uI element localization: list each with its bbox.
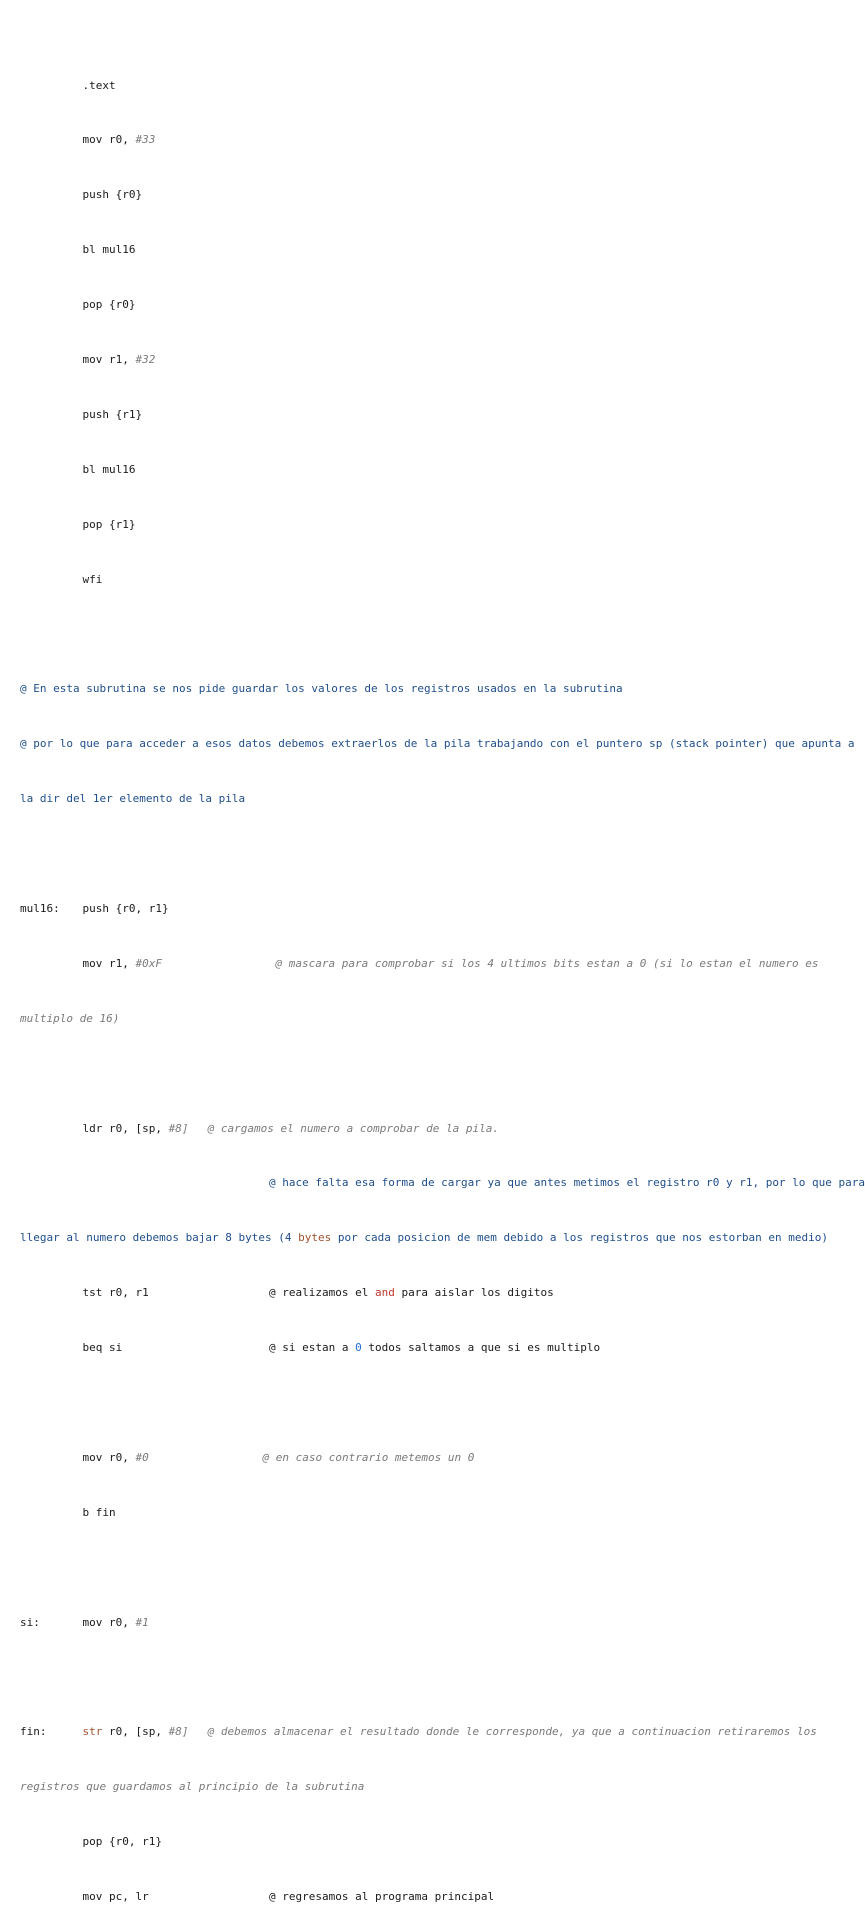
immediate-value: #32 <box>135 353 156 367</box>
comment: @ realizamos el <box>269 1286 375 1300</box>
code-line <box>20 1614 848 1632</box>
instruction: push {r1} <box>82 407 143 421</box>
code-line <box>20 241 848 259</box>
instruction: pop {r1} <box>82 517 136 531</box>
instruction: ldr r0, [sp, <box>82 1121 169 1135</box>
code-line <box>20 351 848 369</box>
code-line <box>20 955 848 973</box>
code-line <box>20 296 848 314</box>
comment: @ regresamos al programa principal <box>269 1889 495 1903</box>
comment-line <box>20 680 848 698</box>
instruction: mov pc, lr <box>82 1889 149 1903</box>
comment: @ cargamos el numero a comprobar de la pila. <box>207 1121 499 1135</box>
immediate-value: #0xF <box>135 956 162 970</box>
comment: por cada posicion de mem debido a los registros que nos estorban en medio) <box>331 1231 828 1245</box>
instruction: mov r1, <box>82 956 136 970</box>
code-line <box>20 1339 848 1357</box>
instruction: mov r0, <box>82 133 136 147</box>
code-line <box>20 571 848 589</box>
instruction: b fin <box>82 1505 116 1519</box>
instruction: pop {r0} <box>82 298 136 312</box>
instruction: wfi <box>82 572 103 586</box>
code-line <box>20 1723 848 1741</box>
instruction: push {r0, r1} <box>82 901 169 915</box>
directive-text: .text <box>82 78 116 92</box>
comment: multiplo de 16) <box>20 1011 120 1025</box>
comment: @ debemos almacenar el resultado donde le corresponde, ya que a continuacion retiraremos los <box>207 1725 817 1739</box>
immediate-value: #8] <box>168 1121 189 1135</box>
code-line <box>20 1120 848 1138</box>
comment: @ hace falta esa forma de cargar ya que antes metimos el registro r0 y r1, por lo que para <box>269 1176 865 1190</box>
code-line <box>20 1449 848 1467</box>
keyword-highlight: str <box>82 1725 103 1739</box>
comment-line <box>20 1174 865 1192</box>
immediate-value: #33 <box>135 133 156 147</box>
code-line <box>20 1778 848 1796</box>
code-line <box>20 1010 848 1028</box>
instruction: tst r0, r1 <box>82 1286 149 1300</box>
instruction: r0, [sp, <box>102 1725 169 1739</box>
code-line <box>20 461 848 479</box>
code-line <box>20 1284 848 1302</box>
code-line <box>20 77 848 95</box>
comment: @ en caso contrario metemos un 0 <box>262 1450 475 1464</box>
label-fin: fin: <box>20 1725 47 1739</box>
comment: @ mascara para comprobar si los 4 ultimos bits estan a 0 (si lo estan el numero es <box>275 956 819 970</box>
comment: para aislar los digitos <box>394 1286 554 1300</box>
comment: registros que guardamos al principio de la subrutina <box>20 1780 365 1794</box>
comment: @ por lo que para acceder a esos datos debemos extraerlos de la pila trabajando con el puntero sp (stack pointer) que apunta a <box>20 737 855 751</box>
code-line <box>20 131 848 149</box>
immediate-value: #8] <box>168 1725 189 1739</box>
instruction: bl mul16 <box>82 243 136 257</box>
comment-line <box>20 790 848 808</box>
comment-line <box>20 1229 848 1247</box>
instruction: pop {r0, r1} <box>82 1835 162 1849</box>
comment: @ si estan a <box>269 1341 356 1355</box>
instruction: beq si <box>82 1341 123 1355</box>
comment: la dir del 1er elemento de la pila <box>20 792 246 806</box>
label-si: si: <box>20 1615 40 1629</box>
code-line <box>20 406 848 424</box>
instruction: mov r1, <box>82 353 136 367</box>
instruction: mov r0, <box>82 1615 136 1629</box>
number-highlight: 0 <box>355 1341 362 1355</box>
instruction: mov r0, <box>82 1450 136 1464</box>
instruction: push {r0} <box>82 188 143 202</box>
comment: llegar al numero debemos bajar 8 bytes (4 <box>20 1231 299 1245</box>
code-listing <box>20 40 865 1925</box>
comment-line <box>20 735 855 753</box>
code-line <box>20 900 848 918</box>
code-line <box>20 1888 848 1906</box>
label-mul16: mul16: <box>20 901 60 915</box>
comment: todos saltamos a que si es multiplo <box>361 1341 601 1355</box>
immediate-value: #1 <box>135 1615 149 1629</box>
code-line <box>20 1833 848 1851</box>
code-line <box>20 186 848 204</box>
keyword-highlight: and <box>374 1286 395 1300</box>
immediate-value: #0 <box>135 1450 149 1464</box>
instruction: bl mul16 <box>82 462 136 476</box>
code-line <box>20 516 848 534</box>
keyword-highlight: bytes <box>298 1231 332 1245</box>
comment: @ En esta subrutina se nos pide guardar los valores de los registros usados en la subrutina <box>20 682 623 696</box>
code-line <box>20 1504 848 1522</box>
